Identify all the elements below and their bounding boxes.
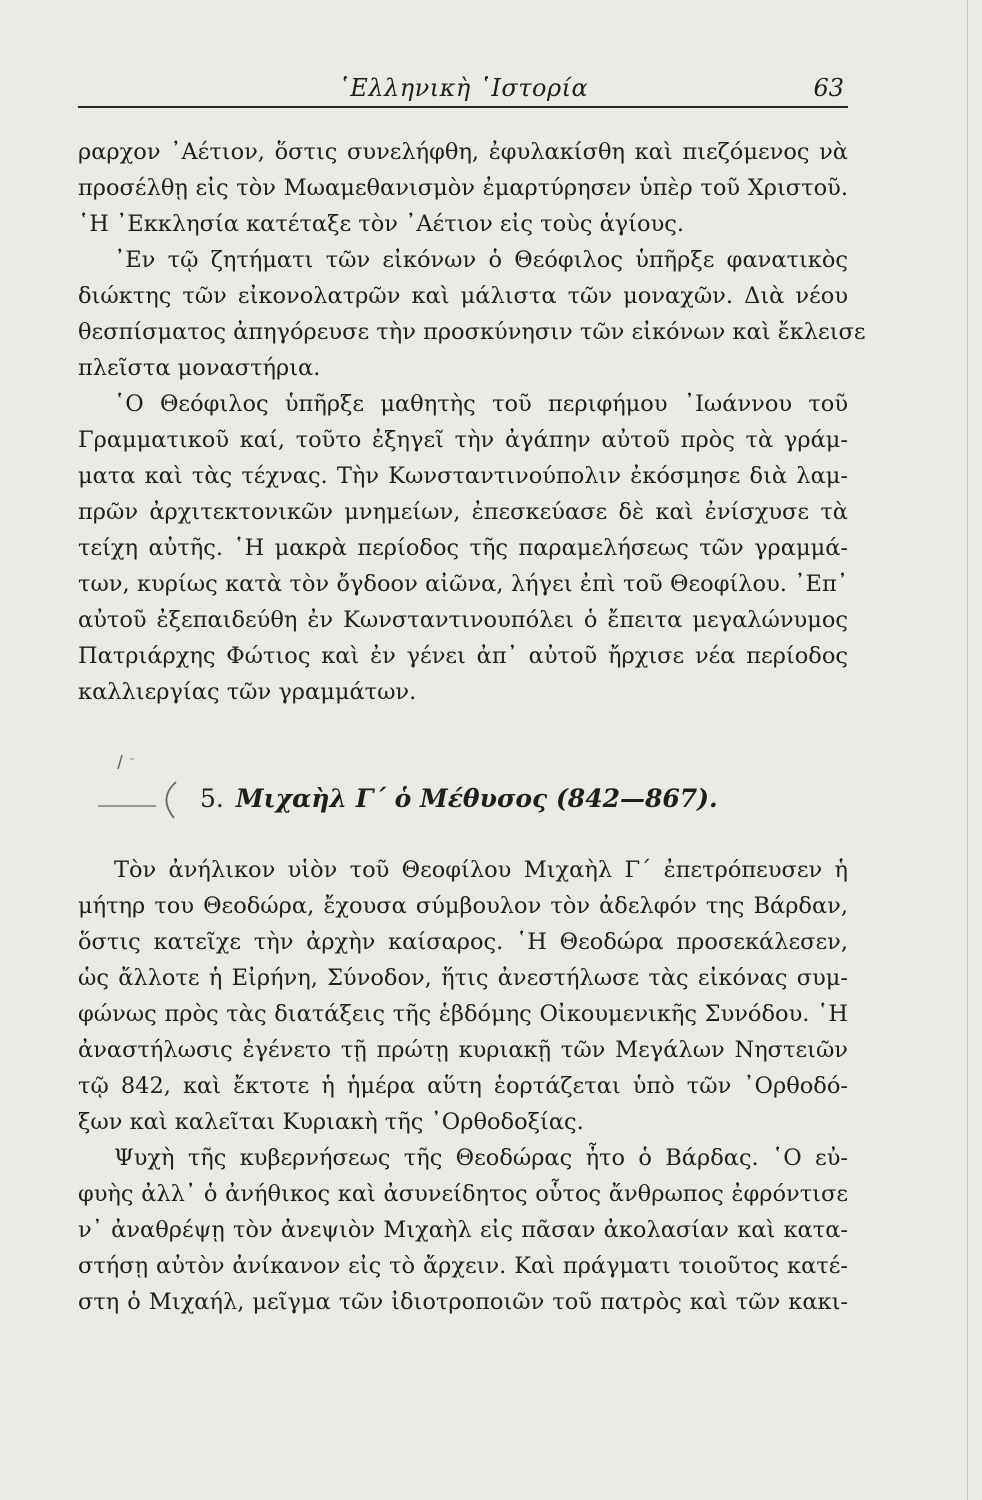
text-line: πλεῖστα μοναστήρια. [78,355,321,381]
text-line: τῷ 842, καὶ ἔκτοτε ἡ ἡμέρα αὕτη ἑορτάζεται ὑπὸ τῶν ᾿Ορθοδό- [78,1073,848,1099]
text-line: ᾿Εν τῷ ζητήματι τῶν εἰκόνων ὁ Θεόφιλος ὑπῆρξε φανατικὸς [114,247,848,273]
text-line: τείχη αὐτῆς. ῾Η μακρὰ περίοδος τῆς παραμελήσεως τῶν γραμμά- [78,535,848,561]
text-line: Πατριάρχης Φώτιος καὶ ἐν γένει ἀπ᾿ αὐτοῦ ἤρχισε νέα περίοδος [78,643,848,669]
body-text-top [78,134,866,710]
text-line: προσέλθῃ εἰς τὸν Μωαμεθανισμὸν ἐμαρτύρησεν ὑπὲρ τοῦ Χριστοῦ. [78,175,848,201]
body-text-bottom [78,852,848,1320]
text-line: πρῶν ἀρχιτεκτονικῶν μνημείων, ἐπεσκεύασε δὲ καὶ ἐνίσχυσε τὰ [78,499,848,525]
text-line: Γραμματικοῦ καί, τοῦτο ἐξηγεῖ τὴν ἀγάπην αὐτοῦ πρὸς τὰ γράμ- [78,427,848,453]
text-line: διώκτης τῶν εἰκονολατρῶν καὶ μάλιστα τῶν μοναχῶν. Διὰ νέου [78,283,848,309]
running-header [78,70,848,104]
text-line: Τὸν ἀνήλικον υἱὸν τοῦ Θεοφίλου Μιχαὴλ Γ΄ ἐπετρόπευσεν ἡ [114,857,848,883]
text-line: ῾Ο Θεόφιλος ὑπῆρξε μαθητὴς τοῦ περιφήμου ᾿Ιωάννου τοῦ [114,391,848,417]
text-line: των, κυρίως κατὰ τὸν ὄγδοον αἰῶνα, λήγει ἐπὶ τοῦ Θεοφίλου. ᾿Επ᾿ [78,571,848,597]
text-line: καλλιεργίας τῶν γραμμάτων. [78,679,417,705]
text-line: ραρχον ᾿Αέτιον, ὅστις συνελήφθη, ἐφυλακίσθη καὶ πιεζόμενος νὰ [78,139,848,165]
text-line: στη ὁ Μιχαήλ, μεῖγμα τῶν ἰδιοτροποιῶν τοῦ πατρὸς καὶ τῶν κακι- [78,1289,848,1315]
header-rule [78,106,848,108]
text-line: μήτηρ του Θεοδώρα, ἔχουσα σύμβουλον τὸν ἀδελφόν της Βάρδαν, [78,893,848,919]
text-line: στήσῃ αὐτὸν ἀνίκανον εἰς τὸ ἄρχειν. Καὶ πράγματι τοιοῦτος κατέ- [78,1253,848,1279]
text-line: ῾Η ᾿Εκκλησία κατέταξε τὸν ᾿Αέτιον εἰς τοὺς ἁγίους. [78,211,685,237]
text-line: θεσπίσματος ἀπηγόρευσε τὴν προσκύνησιν τῶν εἰκόνων καὶ ἔκλεισε [78,319,866,345]
text-line: ξων καὶ καλεῖται Κυριακὴ τῆς ᾿Ορθοδοξίας. [78,1109,584,1135]
text-line: αὐτοῦ ἐξεπαιδεύθη ἐν Κωνσταντινουπόλει ὁ ἔπειτα μεγαλώνυμος [78,607,848,633]
pencil-bracket-mark [78,776,218,822]
section-title [200,784,718,813]
pencil-mark [112,745,142,775]
page-number: 63 [813,74,844,102]
text-line: ὡς ἄλλοτε ἡ Εἰρήνη, Σύνοδον, ἥτις ἀνεστήλωσε τὰς εἰκόνας συμ- [78,965,848,991]
text-line: ὅστις κατεῖχε τὴν ἀρχὴν καίσαρος. ῾Η Θεοδώρα προσεκάλεσεν, [78,929,848,955]
text-line: ματα καὶ τὰς τέχνας. Τὴν Κωνσταντινούπολιν ἐκόσμησε διὰ λαμ- [78,463,848,489]
section-number: 5. [200,784,224,813]
text-line: φώνως πρὸς τὰς διατάξεις τῆς ἑβδόμης Οἰκουμενικῆς Συνόδου. ῾Η [78,1001,848,1027]
text-line: ἀναστήλωσις ἐγένετο τῇ πρώτῃ κυριακῇ τῶν Μεγάλων Νηστειῶν [78,1037,848,1063]
section-title-text: Μιχαὴλ Γ΄ ὁ Μέθυσος (842—867). [235,784,718,813]
section-heading [78,776,848,822]
running-title: ῾Ελληνικὴ ῾Ιστορία [337,74,589,102]
text-line: φυὴς ἀλλ᾿ ὁ ἀνήθικος καὶ ἀσυνείδητος οὗτος ἄνθρωπος ἐφρόντισε [78,1181,848,1207]
page-edge [967,0,968,1500]
text-line: ν᾿ ἀναθρέψῃ τὸν ἀνεψιὸν Μιχαὴλ εἰς πᾶσαν ἀκολασίαν καὶ κατα- [78,1217,848,1243]
text-line: Ψυχὴ τῆς κυβερνήσεως τῆς Θεοδώρας ἦτο ὁ Βάρδας. ῾Ο εὐ- [114,1145,848,1171]
